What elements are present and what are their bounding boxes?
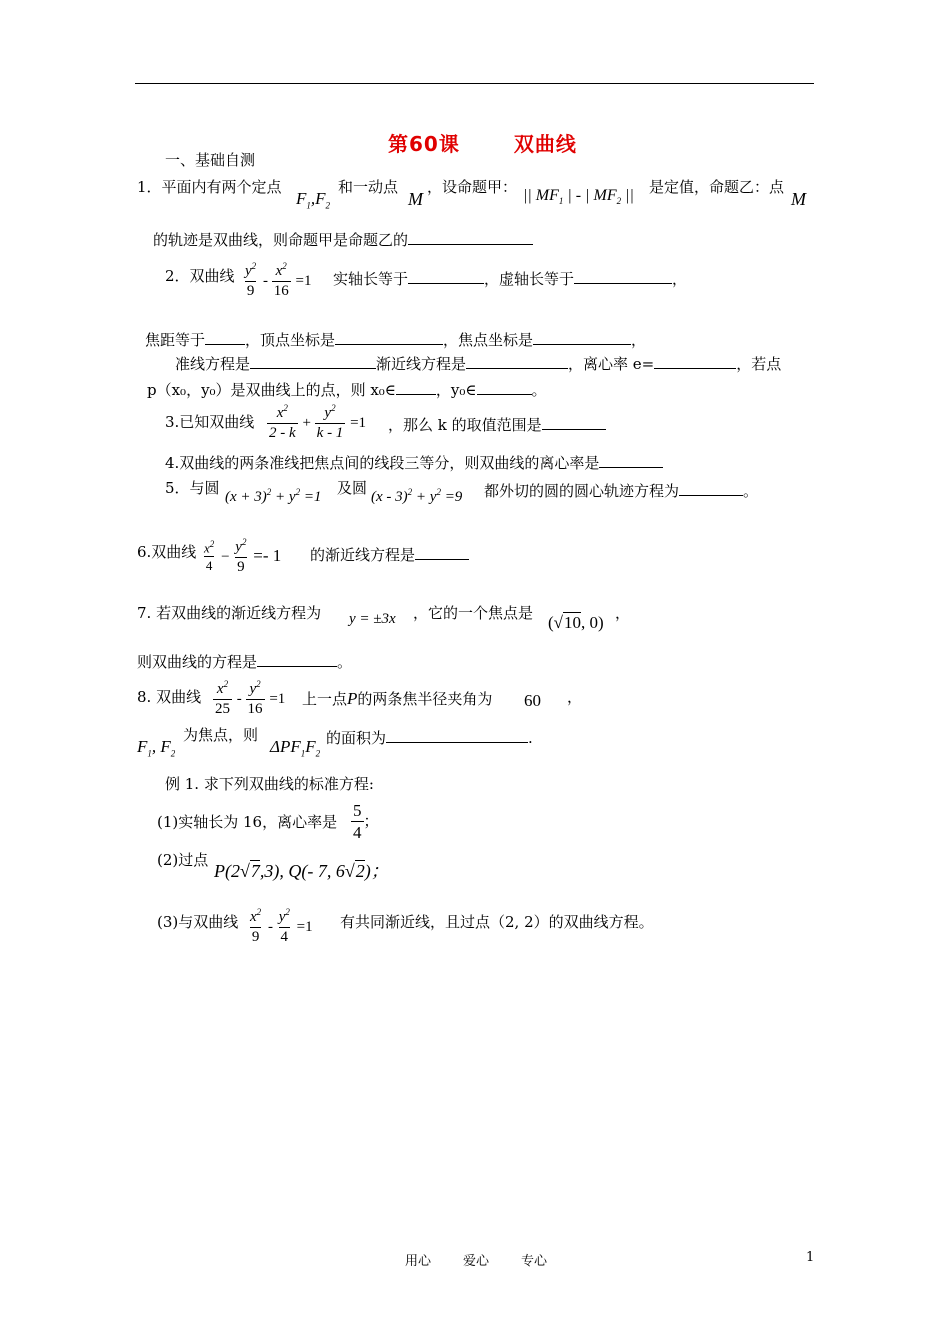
q1-expression: || $MF_1$ | - | $MF_2$ || [523,187,634,207]
answer-blank[interactable] [408,269,484,284]
q2-line1: 实轴长等于 ，虚轴长等于 ， [333,270,688,288]
q2-line2: 焦距等于 ，顶点坐标是 ，焦点坐标是 ， [145,331,647,349]
ex1-hyperbola: $\frac{x^2}{9}$ - $\frac{y^2}{4}$ =1 [250,907,313,945]
q1-foci: $F_1,F_2$ [296,189,331,211]
q2-line3: 准线方程是 渐近线方程是 ，离心率 e= ，若点 [175,355,782,373]
answer-blank[interactable] [466,354,568,369]
page-title [388,128,577,157]
question-1: 1．平面内有两个定点 [137,178,282,196]
q5-circle2: $(x - 3)^2 + y^2 =9$ [371,487,463,505]
answer-blank[interactable] [542,415,606,430]
q3-line: ，那么 k 的取值范围是 [388,415,606,433]
lesson-topic: 双曲线 [513,132,577,156]
answer-blank[interactable] [574,269,672,284]
q8-foci: $F_1$, $F_2$ [137,737,176,759]
answer-blank[interactable] [654,354,736,369]
example-1-title: 例 1. 求下列双曲线的标准方程: [165,775,374,793]
q2-equation: $\frac{y^2}{9}$ - $\frac{x^2}{16}$ =1 [245,261,312,299]
section-heading: 一、基础自测 [165,151,256,169]
lesson-number: 第60课 [388,132,460,156]
answer-blank[interactable] [396,380,436,395]
q5-line: 都外切的圆的圆心轨迹方程为 。 [484,482,759,500]
q8-equation: $\frac{x^2}{25}$ - $\frac{y^2}{16}$ =1 [215,679,286,717]
q8-line1: 上一点P的两条焦半径夹角为 [302,689,493,708]
answer-blank[interactable] [679,481,743,496]
ex1-points: P(2√7,3), Q(- 7, 6√2)； [214,861,389,881]
answer-blank[interactable] [386,728,528,743]
q7-focus: (√10, 0) [548,613,604,632]
q1-line2: 的轨迹是双曲线，则命题甲是命题乙的 [153,230,533,248]
answer-blank[interactable] [533,330,631,345]
answer-blank[interactable] [205,330,245,345]
q2-line4: p（x₀，y₀）是双曲线上的点，则 x₀∈ ，y₀∈ 。 [147,381,547,399]
q6-equation: $\frac{x^2}{4}$ − $\frac{y^2}{9}$ =- 1 [204,537,282,575]
answer-blank[interactable] [599,453,663,468]
ex1-eccentricity: $\frac{5}{4}$ ； [353,801,379,842]
q8-triangle: $\Delta PF_1F_2$ [270,737,321,759]
answer-blank[interactable] [250,354,376,369]
q8-line2: 的面积为 . [326,729,533,747]
answer-blank[interactable] [408,230,533,245]
answer-blank[interactable] [415,545,469,560]
page-number: 1 [806,1250,815,1265]
answer-blank[interactable] [477,380,532,395]
q5-circle1: $(x + 3)^2 + y^2 =1$ [225,487,322,505]
q7-line2: 则双曲线的方程是 。 [137,653,353,671]
header-rule [135,83,814,84]
answer-blank[interactable] [335,330,443,345]
question-4: 4.双曲线的两条准线把焦点间的线段三等分，则双曲线的离心率是 [165,453,663,471]
footer-slogan: 用心 爱心 专心 [405,1254,548,1269]
q6-line: 的渐近线方程是 [310,545,469,563]
answer-blank[interactable] [257,652,337,667]
q3-equation: $\frac{x^2}{2 - k}$ + $\frac{y^2}{k - 1}$ =1 [269,403,367,441]
